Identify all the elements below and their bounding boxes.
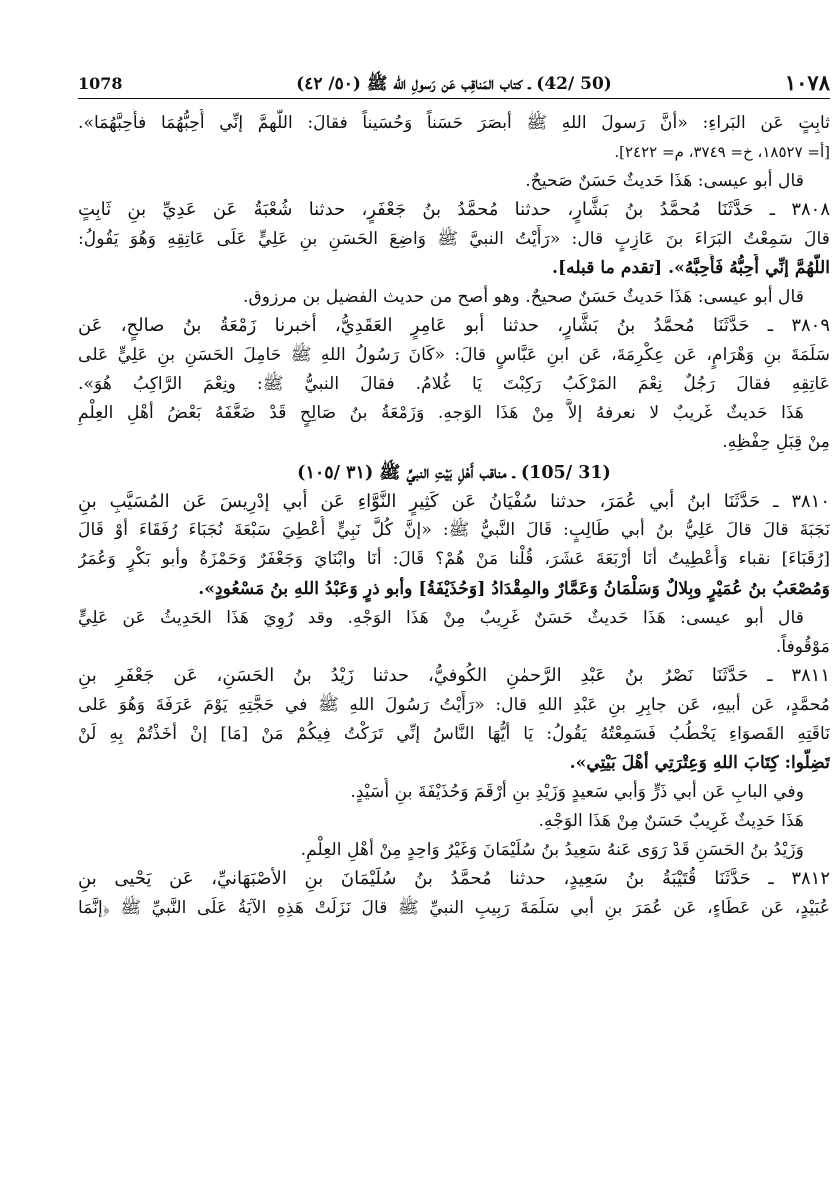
hadith-3811-line: ٣٨١١ ـ حَدَّثَنَا نَصْرُ بنُ عَبْدِ الرَّحمٰنِ الكُوفيُّ، حدثنا زَيْدُ بنُ الحَسَنِ، عَن جَعْفَرِ بنِ [78,664,830,686]
text-line: مُحمَّدٍ، عَن أبيهِ، عَن جابِرِ بنِ عَبْدِ اللهِ قال: «رَأَيْتُ رَسُولَ اللهِ ﷺ في حَجَّتِهِ يَوْمَ عَرَفَةَ وَهُوَ عَلى [78,694,830,715]
page-header [78,66,830,99]
text-line: مِنْ قِبَلِ حِفْظِهِ. [722,432,830,453]
text-line: وفي البابِ عَن أبي ذَرٍّ وَأبي سَعيدٍ وَزَيْدِ بنِ أرْقَمَ وَحُذَيْفَةَ بنِ أُسَيْدٍ. [350,781,804,802]
text-line: اللَّهُمَّ إنِّي أُحِبُّهُ فَأَحِبَّهُ». [تقدم ما قبله]. [552,258,830,279]
text-line: قال أبو عيسى: هَذَا حَديثٌ حَسَنٌ غَرِيبٌ مِنْ هَذَا الوَجْهِ. وقد رُوِيَ هَذَا الحَدِيثُ عَن عَلِيٍّ [78,607,804,628]
text-line: وَزَيْدُ بنُ الحَسَنِ قَدْ رَوَى عَنهُ سَعِيدُ بنُ سُلَيْمَانَ وَغَيْرُ وَاحِدٍ مِنْ أهْلِ العِلْمِ. [300,840,804,861]
text-line: [رُقَبَاءَ] نقباء وَأُعْطِيتُ أنَا أرْبَعَةَ عَشَرَ، قُلْنا مَنْ هُمْ؟ قَالَ: أنَا وابْنَايَ وَجَعْفَرٌ وَحَمْزَةُ وأبو بَكْرٍ وَعُمَرُ [78,549,830,570]
text-line: سَلَمَةَ بنِ وَهْرَامٍ، عَن عِكْرِمَةَ، عَن ابنِ عَبَّاسٍ قالَ: «كَانَ رَسُولُ اللهِ ﷺ حَامِلَ الحَسَنِ بنِ عَلِيٍّ عَلى [78,345,830,366]
text-line: تَضِلُّوا: كِتَابَ اللهِ وَعِتْرَتِي أهْلَ بَيْتِي». [569,752,830,773]
hadith-3809-line: ٣٨٠٩ ـ حَدَّثَنَا مُحمَّدُ بنُ بَشَّارٍ، حدثنا أبو عَامِرٍ العَقَدِيُّ، أخبرنا زَمْعَةُ بنُ صالحٍ، عَن [78,315,830,337]
running-title: (50 /42) ـ كتاب المَناقِب عَن رَسولِ الله ﷺ (٥٠/ ٤٢) [296,74,612,94]
hadith-3808-line: ٣٨٠٨ ـ حَدَّثَنَا مُحمَّدُ بنُ بَشَّارٍ، حدثنا مُحمَّدُ بنُ جَعْفَرٍ، حدثنا شُعْبَةُ عَن عَدِيِّ بنِ ثَابِتٍ [78,199,830,221]
text-line: قال أبو عيسى: هَذَا حَديثٌ حَسَنٌ صَحيحٌ. [525,171,804,192]
text-line: قال أبو عيسى: هَذَا حَديثٌ حَسَنٌ صحيحٌ. وهو أصح من حديث الفضيل بن مرزوق. [242,287,804,308]
text-line: قالَ سَمِعْتُ البَرَاءَ بنَ عَازِبٍ قال: «رَأَيْتُ النبيَّ ﷺ وَاضِعَ الحَسَنِ بنِ عَلِيٍّ عَلَى عَاتِقِهِ وَهُوَ يَقُولُ: [78,229,830,250]
text-line: هَذَا حَديثٌ غَريبٌ لا نعرفهُ إلاَّ مِنْ هَذَا الوَجهِ. وَزَمْعَةُ بنُ صَالِحٍ قَدْ ضَعَّفَهُ بَعْضُ أهْلِ العِلْمِ [78,403,804,424]
page-number-arabic: ١٠٧٨ [784,70,830,95]
text-line: عُبَيْدٍ، عَن عَطَاءٍ، عَن عُمَرَ بنِ أبي سَلَمَةَ رَبِيبِ النبيِّ ﷺ قالَ نَزَلَتْ هَذِهِ الآيَةُ عَلَى النَّبيِّ ﷺ ﴿إنَّمَا [78,897,830,918]
hadith-3810-line: ٣٨١٠ ـ حَدَّثَنَا ابنُ أبي عُمَرَ، حدثنا سُفْيَانُ عَن كَثِيرٍ النَّوَّاءِ عَن أبي إدْرِيسَ عَن المُسَيَّبِ بنِ [78,490,830,512]
text-line: وَمُصْعَبُ بنُ عُمَيْرٍ وبِلالٌ وَسَلْمَانُ وَعَمَّارٌ والمِقْدَادُ [وَحُذَيْفَةُ] وأبو ذرٍ وَعَبْدُ اللهِ بنُ مَسْعُودٍ». [198,578,830,599]
page-body [78,109,830,923]
section-title: (31 /105) ـ مناقب أَهْلِ بَيْتِ النبيِّ ﷺ (٣١ /١٠٥) [297,462,611,483]
text-line: مَوْقُوفاً. [775,636,830,657]
hadith-3812-line: ٣٨١٢ ـ حَدَّثَنَا قُتَيْبَةُ بنُ سَعِيدٍ، حدثنا مُحمَّدُ بنُ سُلَيْمَانَ بنِ الأصْبَهَانيِّ، عَن يَحْيى بنِ [78,868,830,890]
text-line: نَاقَتِهِ القَصوَاءِ يَخْطُبُ فَسَمِعْتُهُ يَقُولُ: يَا أيُّهَا النَّاسُ إنِّي تَرَكْتُ فِيكُمْ مَنْ [مَا] إنْ أخَذْتُمْ بِهِ لَنْ [78,723,830,744]
page [78,66,830,1186]
text-line: عَاتِقِهِ فقالَ رَجُلٌ نِعْمَ المَرْكَبُ رَكِبْتَ يَا غُلامُ. فقالَ النبيُّ ﷺ: ونِعْمَ الرَّاكِبُ هُوَ». [78,374,830,395]
page-number-latin: 1078 [78,74,123,93]
reference-line: [أ= ١٨٥٢٧، خ= ٣٧٤٩، م= ٢٤٢٢]. [614,143,830,162]
text-line: هَذَا حَدِيثٌ غَرِيبٌ حَسَنٌ مِنْ هَذَا الوَجْهِ. [538,810,804,831]
text-line: نَجَبَةَ قالَ قالَ عَلِيُّ بنُ أبي طَالِبٍ: قَالَ النَّبيُّ ﷺ: «إنَّ كُلَّ نَبِيٍّ أُعْطِيَ سَبْعَةَ نُجَبَاءَ رُفَقَاءَ أوْ قَالَ [78,520,830,541]
text-line: ثابِتٍ عَن البَراءِ: «أنَّ رَسولَ اللهِ ﷺ أبصَرَ حَسَناً وَحُسَيناً فقالَ: اللَّهمَّ إنِّي أُحِبُّهُمَا فأَحِبَّهُمَا». [78,113,830,133]
